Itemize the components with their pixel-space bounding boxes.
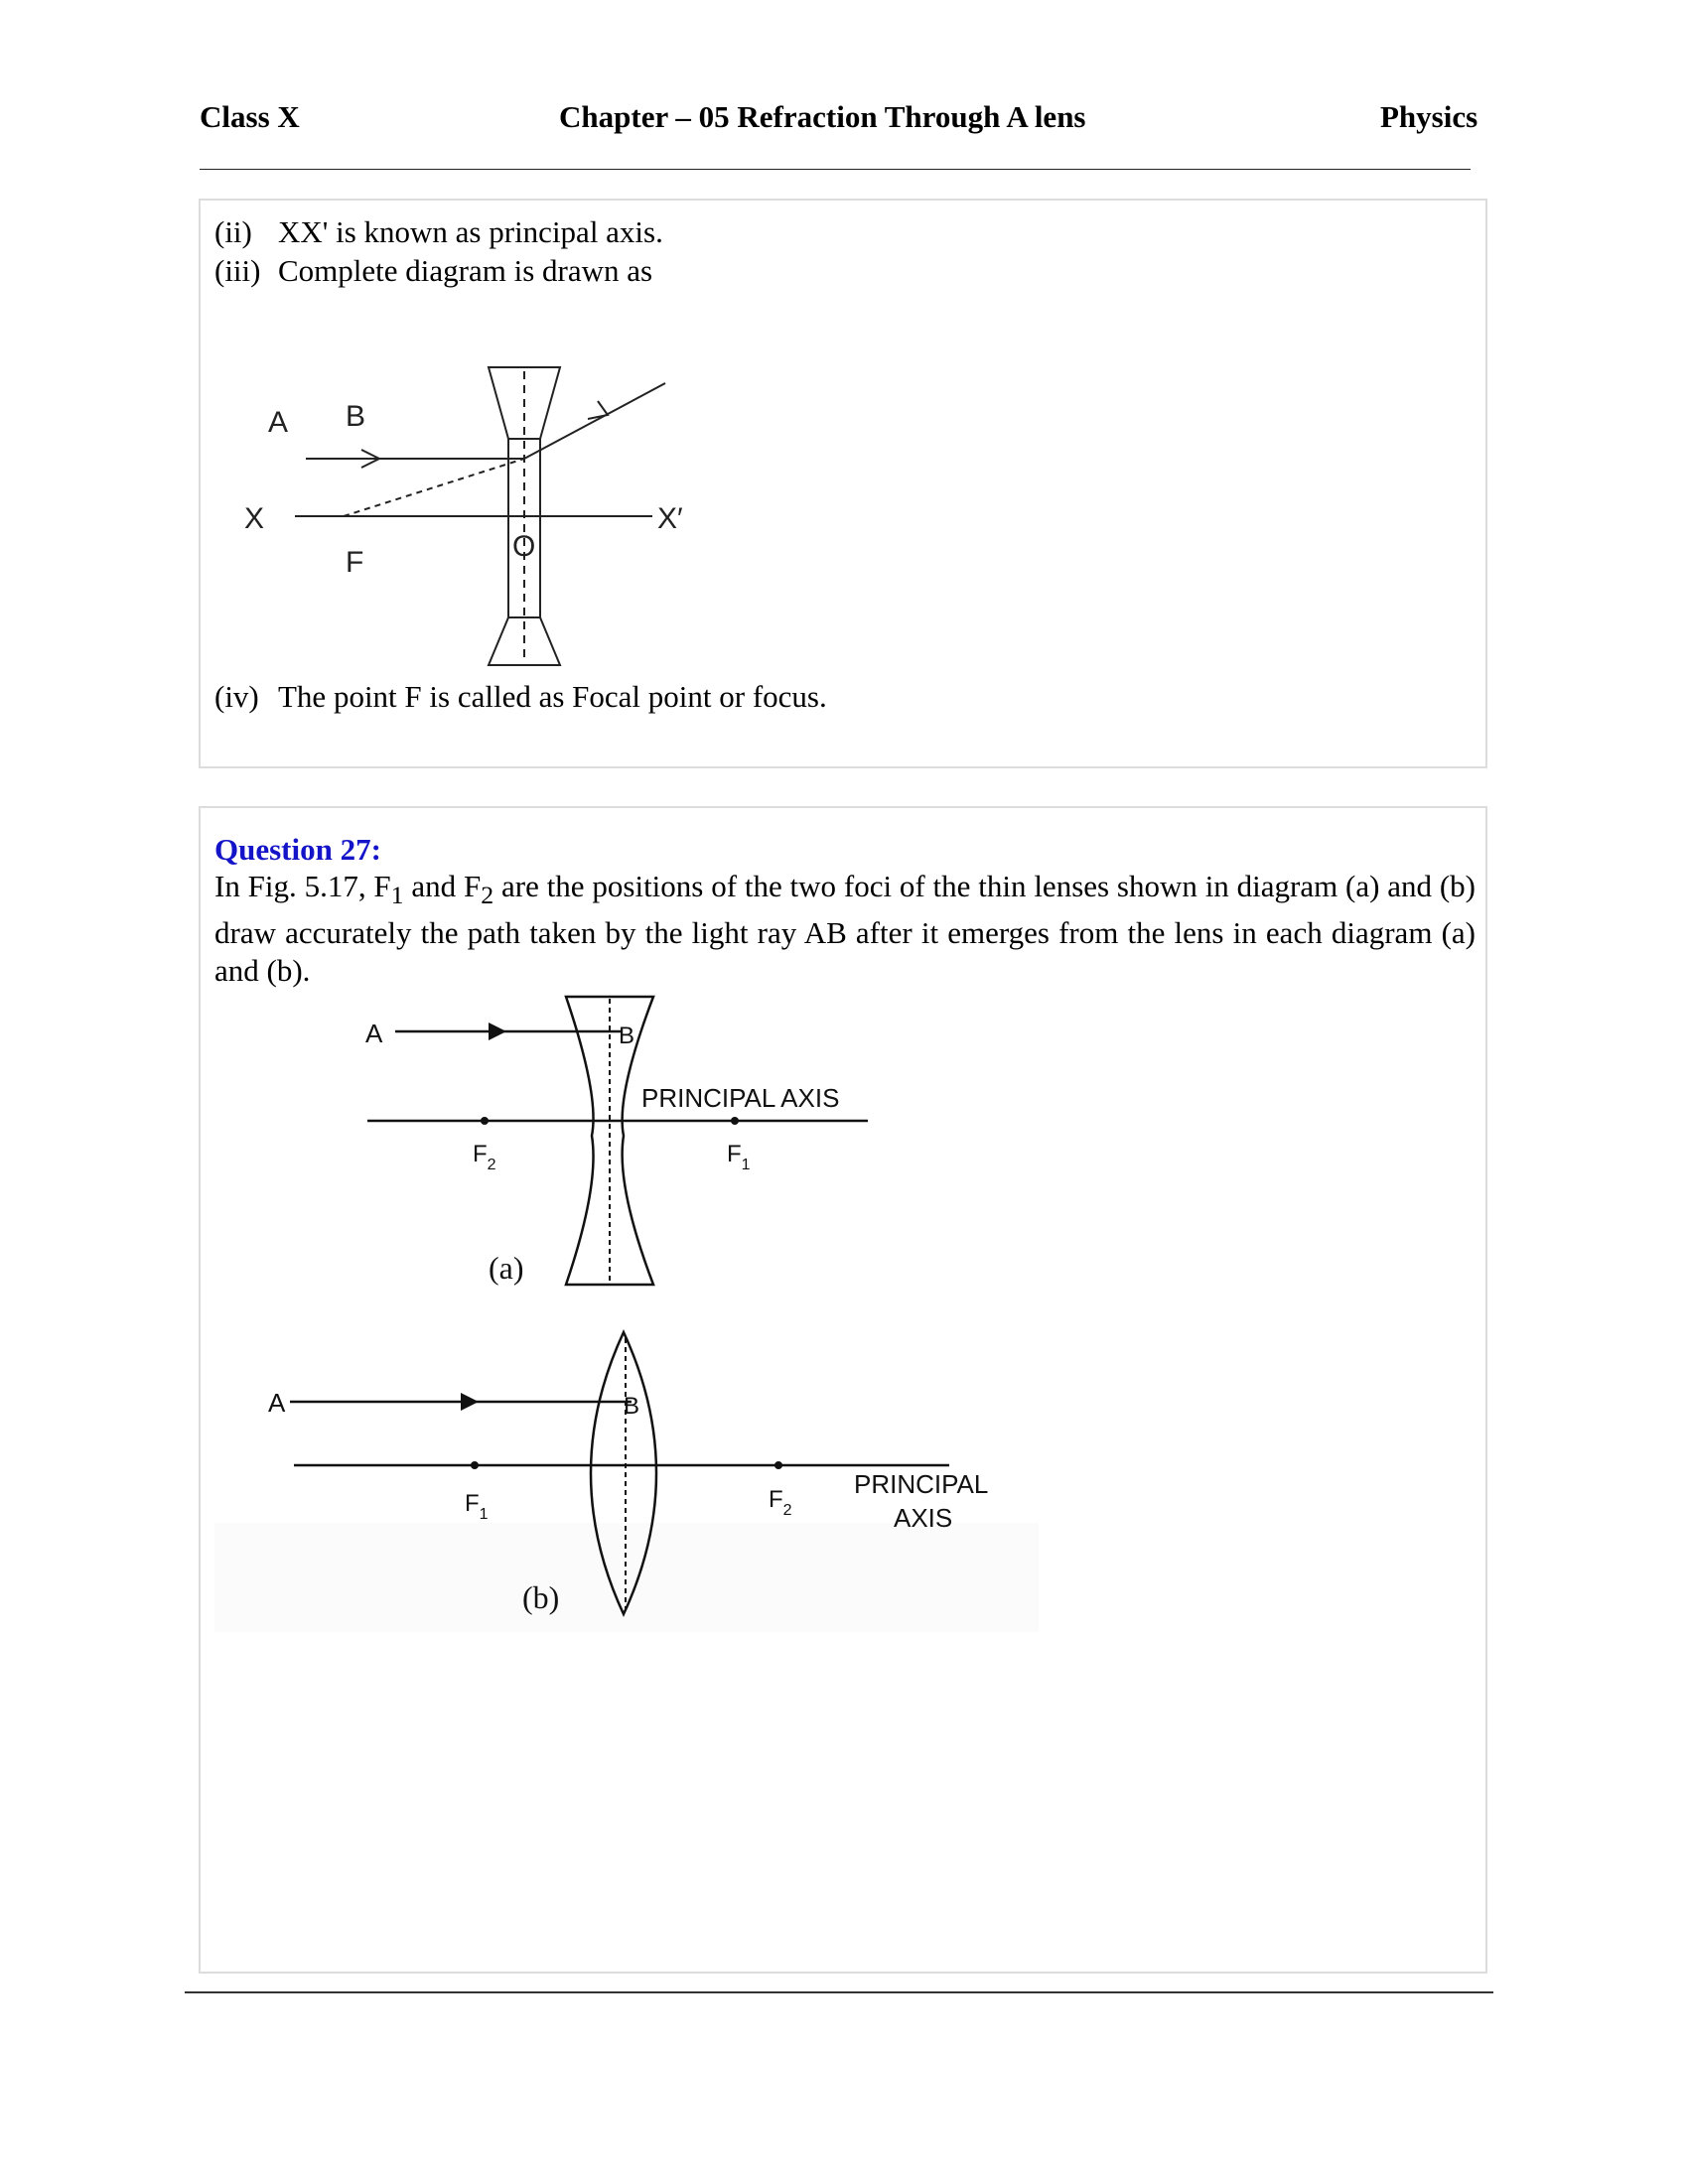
label-f1: $F_1$	[465, 1490, 489, 1523]
answer-item-iv	[214, 681, 827, 712]
incident-ray-arrowhead	[489, 1023, 506, 1040]
label-x: X	[244, 502, 265, 535]
label-f2: $F_2$	[769, 1486, 792, 1519]
diagram-a-concave-lens	[350, 987, 1084, 1304]
principal-axis-label-line-1: PRINCIPAL	[854, 1469, 989, 1499]
label-f2: $F_2$	[473, 1141, 496, 1173]
incident-ray-arrowhead	[461, 1393, 479, 1411]
header-subject: Physics	[1380, 99, 1478, 134]
answer-item-iii	[214, 255, 652, 286]
item-text: The point F is called as Focal point or focus.	[278, 679, 827, 714]
principal-axis-label-line-2: AXIS	[894, 1503, 953, 1533]
question-box	[199, 806, 1487, 1974]
label-b: B	[346, 400, 366, 433]
focus-f2-point	[481, 1117, 489, 1125]
concave-lens-diagram	[211, 349, 717, 687]
answer-box	[199, 199, 1487, 768]
label-b: B	[624, 1393, 640, 1420]
principal-axis-label: PRINCIPAL AXIS	[641, 1083, 840, 1113]
label-a: A	[268, 406, 289, 439]
caption-a: (a)	[489, 1250, 524, 1286]
answer-item-ii	[214, 216, 663, 247]
item-number: (iii)	[214, 253, 261, 288]
question-text: In Fig. 5.17, $F_1$ and $F_2$ are the positions of the two foci of the thin lenses shown in diagram (a) and (b) draw accurately the path taken by the light ray AB after it emerges from the lens in each diagram (a) and (b).	[214, 869, 1477, 989]
label-a: A	[268, 1388, 286, 1418]
label-f1: $F_1$	[727, 1141, 751, 1173]
label-a: A	[365, 1019, 383, 1048]
diagram-b-convex-lens	[214, 1324, 1039, 1632]
item-number: (iv)	[214, 679, 259, 714]
question-heading: Question 27:	[214, 832, 381, 867]
header-class: Class X	[200, 99, 300, 134]
refracted-ray-arrow	[588, 401, 608, 419]
header-rule	[200, 169, 1471, 170]
item-text: XX' is known as principal axis.	[278, 214, 663, 249]
caption-b: (b)	[522, 1579, 560, 1615]
focus-f2-point	[774, 1461, 782, 1469]
label-x-prime: X′	[657, 502, 683, 535]
virtual-ray-to-focus	[344, 459, 524, 516]
focus-f1-point	[731, 1117, 739, 1125]
header-chapter-title: Chapter – 05 Refraction Through A lens	[559, 99, 1086, 134]
focus-f1-point	[471, 1461, 479, 1469]
item-number: (ii)	[214, 214, 252, 249]
label-b: B	[619, 1023, 635, 1049]
label-o: O	[512, 530, 536, 563]
label-f: F	[346, 546, 364, 579]
item-text: Complete diagram is drawn as	[278, 253, 653, 288]
footer-rule	[185, 1991, 1493, 1993]
